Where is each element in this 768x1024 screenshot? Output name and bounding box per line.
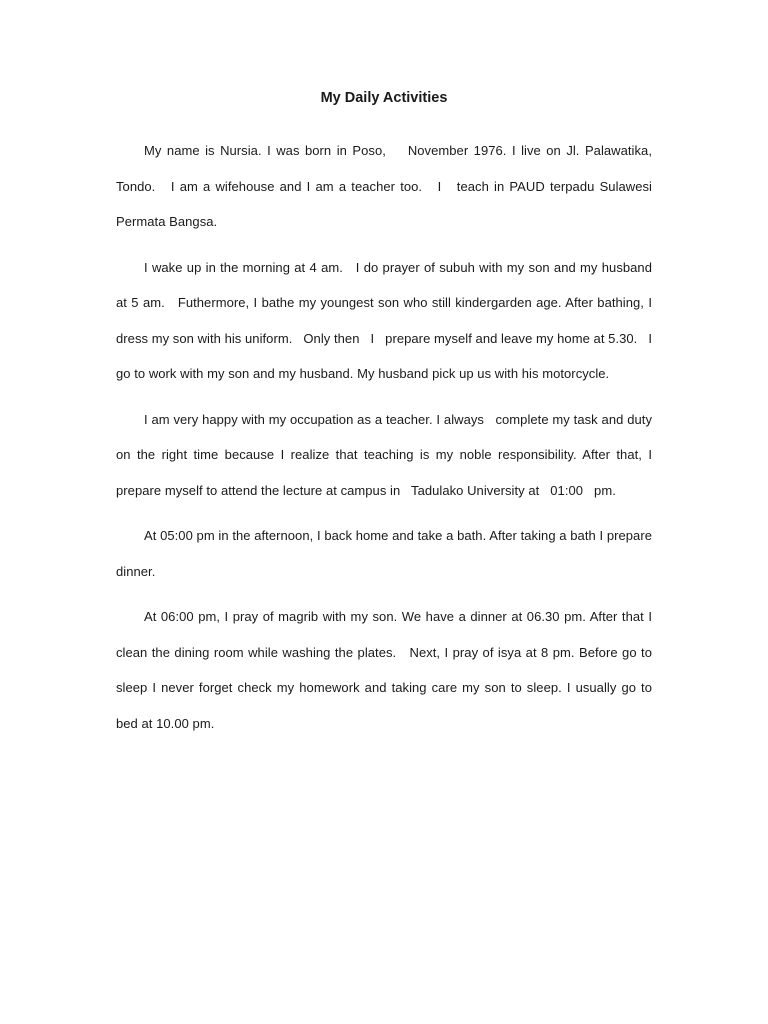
document-title: My Daily Activities [320,90,448,106]
paragraph-introduction: My name is Nursia. I was born in Poso, November 1976. I live on Jl. Palawatika, Tondo. I am a wifehouse and I am a teacher too. I teach in PAUD terpadu Sulawesi Permata Bangsa. [116,143,656,229]
paragraph-morning-routine: I wake up in the morning at 4 am. I do prayer of subuh with my son and my husband at 5 am. Futhermore, I bathe my youngest son who still kindergarden age. After bathing, I dress my son with his uniform. Only then I prepare myself and leave my home at 5.30. I go to work with my son and my husband. My husband pick up us with his motorcycle. [116,259,656,381]
paragraph-afternoon: At 05:00 pm in the afternoon, I back home and take a bath. After taking a bath I prepare dinner. [116,528,656,579]
paragraph-evening: At 06:00 pm, I pray of magrib with my son. We have a dinner at 06.30 pm. After that I clean the dining room while washing the plates. Next, I pray of isya at 8 pm. Before go to sleep I never forget check my homework and taking care my son to sleep. I usually go to bed at 10.00 pm. [116,609,656,731]
document-body [116,133,656,751]
paragraph-occupation: I am very happy with my occupation as a teacher. I always complete my task and duty on the right time because I realize that teaching is my noble responsibility. After that, I prepare myself to attend the lecture at campus in Tadulako University at 01:00 pm. [116,411,656,498]
